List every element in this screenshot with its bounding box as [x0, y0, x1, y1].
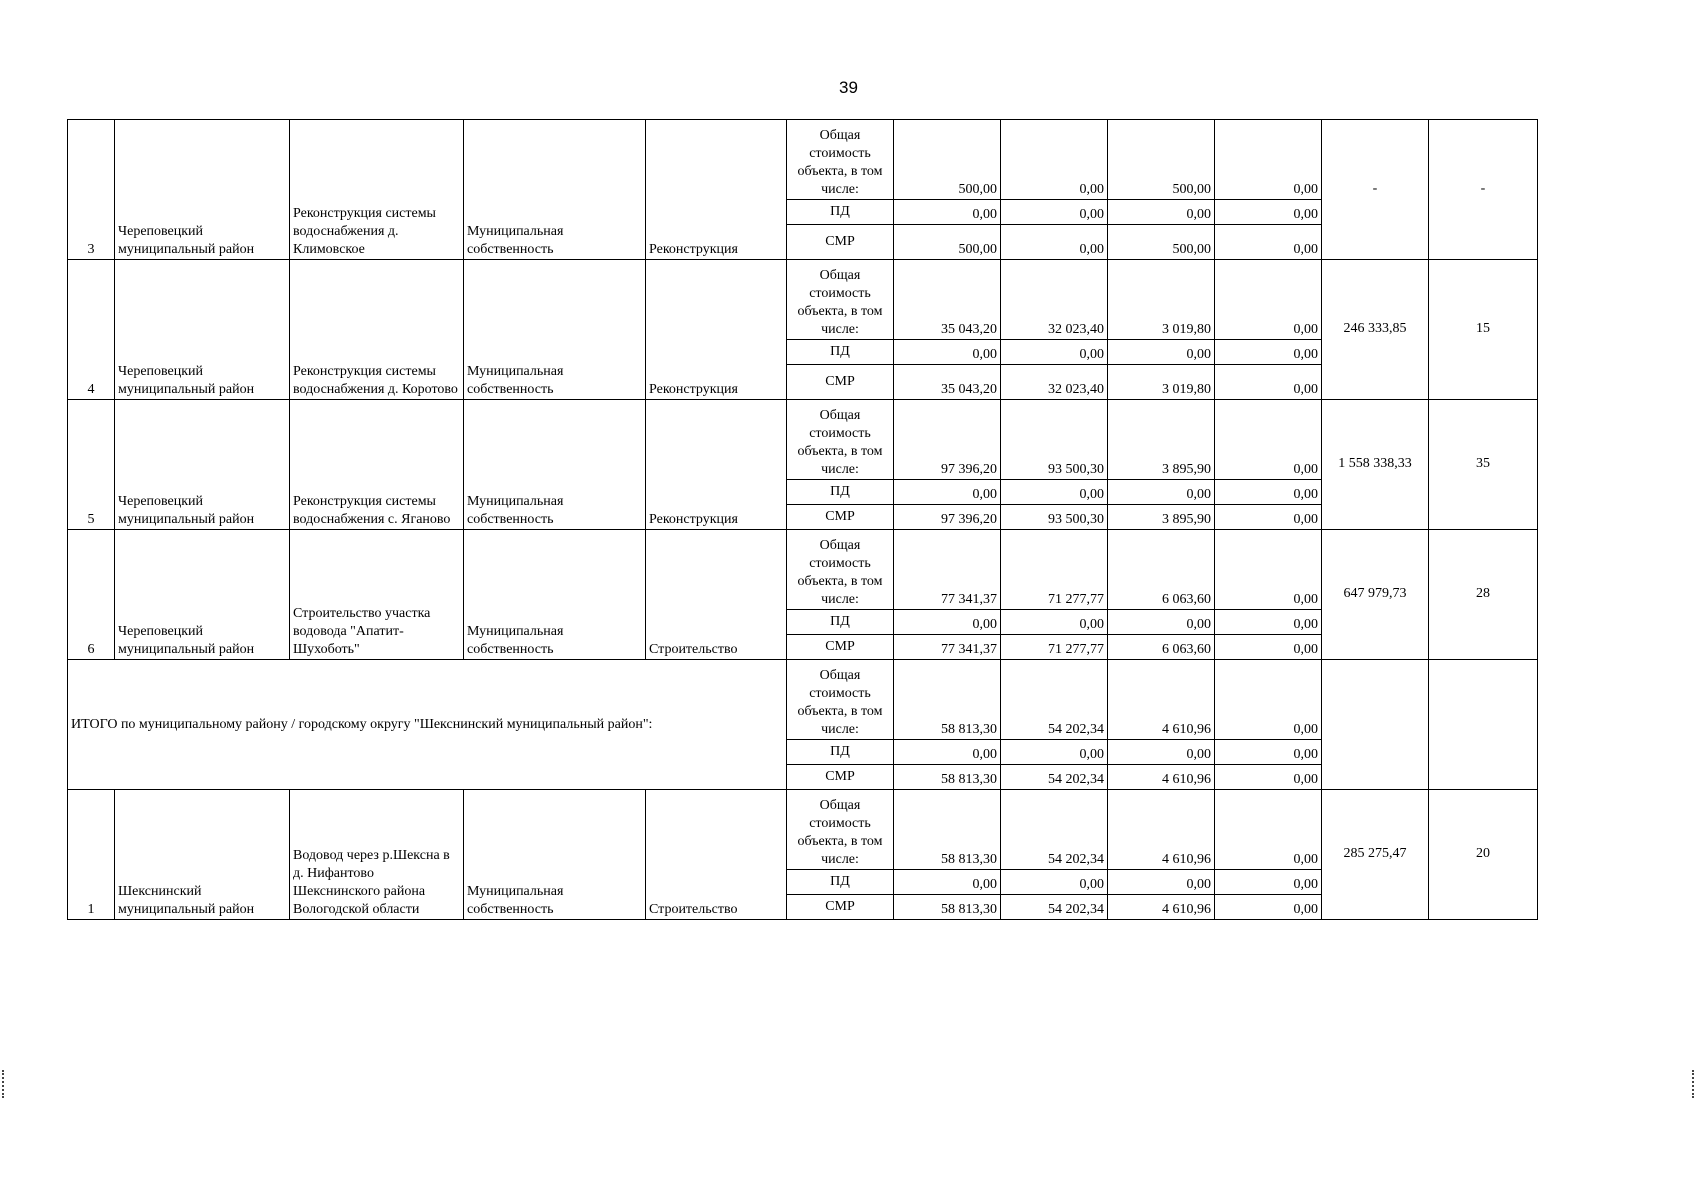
- row-number: 3: [68, 120, 115, 260]
- work-type-cell: Реконструкция: [646, 400, 787, 530]
- pd-label: ПД: [787, 740, 894, 765]
- value-cell: 4 610,96: [1108, 895, 1215, 920]
- pd-label: ПД: [787, 340, 894, 365]
- value-cell: 0,00: [1001, 740, 1108, 765]
- value-cell: 500,00: [1108, 120, 1215, 200]
- district-cell: Череповецкий муниципальный район: [115, 120, 290, 260]
- value-cell: 54 202,34: [1001, 790, 1108, 870]
- district-cell: Череповецкий муниципальный район: [115, 260, 290, 400]
- value-cell: 0,00: [1108, 200, 1215, 225]
- investment-table: [67, 119, 1538, 920]
- ownership-cell: Муниципальная собственность: [464, 260, 646, 400]
- itogo-label: ИТОГО по муниципальному району / городскому округу "Шекснинский муниципальный район":: [68, 660, 787, 790]
- value-cell: 0,00: [1215, 610, 1322, 635]
- pd-label: ПД: [787, 610, 894, 635]
- value-cell: 0,00: [1215, 740, 1322, 765]
- extra2-cell: 35: [1429, 400, 1538, 530]
- value-cell: 4 610,96: [1108, 660, 1215, 740]
- extra1-cell: 285 275,47: [1322, 790, 1429, 920]
- ownership-cell: Муниципальная собственность: [464, 530, 646, 660]
- value-cell: 4 610,96: [1108, 790, 1215, 870]
- value-cell: 0,00: [1215, 765, 1322, 790]
- value-cell: 58 813,30: [894, 660, 1001, 740]
- table-row: [68, 260, 1538, 340]
- total-cost-label: Общая стоимость объекта, в том числе:: [787, 400, 894, 480]
- value-cell: 0,00: [1215, 260, 1322, 340]
- value-cell: 0,00: [1215, 505, 1322, 530]
- row-number: 1: [68, 790, 115, 920]
- scan-edge-mark-left: [2, 1070, 6, 1098]
- value-cell: 0,00: [1215, 480, 1322, 505]
- table-row: [68, 120, 1538, 200]
- smr-label: СМР: [787, 895, 894, 920]
- smr-label: СМР: [787, 765, 894, 790]
- value-cell: 500,00: [894, 225, 1001, 260]
- value-cell: 0,00: [1001, 120, 1108, 200]
- pd-label: ПД: [787, 480, 894, 505]
- ownership-cell: Муниципальная собственность: [464, 400, 646, 530]
- total-cost-label: Общая стоимость объекта, в том числе:: [787, 120, 894, 200]
- object-cell: Реконструкция системы водоснабжения с. Яганово: [290, 400, 464, 530]
- value-cell: 0,00: [1215, 200, 1322, 225]
- value-cell: 58 813,30: [894, 765, 1001, 790]
- value-cell: 0,00: [894, 870, 1001, 895]
- value-cell: 0,00: [1215, 895, 1322, 920]
- itogo-extra2-cell: [1429, 660, 1538, 790]
- table-row: [68, 790, 1538, 870]
- value-cell: 0,00: [1001, 480, 1108, 505]
- pd-label: ПД: [787, 870, 894, 895]
- smr-label: СМР: [787, 365, 894, 400]
- value-cell: 3 019,80: [1108, 365, 1215, 400]
- value-cell: 54 202,34: [1001, 765, 1108, 790]
- value-cell: 500,00: [894, 120, 1001, 200]
- district-cell: Череповецкий муниципальный район: [115, 400, 290, 530]
- value-cell: 77 341,37: [894, 530, 1001, 610]
- value-cell: 0,00: [1108, 740, 1215, 765]
- value-cell: 0,00: [1215, 120, 1322, 200]
- extra2-cell: 15: [1429, 260, 1538, 400]
- ownership-cell: Муниципальная собственность: [464, 120, 646, 260]
- scan-edge-mark-right: [1692, 1070, 1696, 1098]
- value-cell: 0,00: [1215, 400, 1322, 480]
- value-cell: 0,00: [1108, 340, 1215, 365]
- extra2-cell: -: [1429, 120, 1538, 260]
- table-row: [68, 660, 1538, 740]
- value-cell: 0,00: [1215, 365, 1322, 400]
- value-cell: 0,00: [1108, 610, 1215, 635]
- value-cell: 71 277,77: [1001, 530, 1108, 610]
- page-number: 39: [839, 78, 858, 97]
- row-number: 4: [68, 260, 115, 400]
- value-cell: 97 396,20: [894, 505, 1001, 530]
- work-type-cell: Реконструкция: [646, 120, 787, 260]
- value-cell: 0,00: [894, 480, 1001, 505]
- value-cell: 0,00: [1215, 225, 1322, 260]
- value-cell: 54 202,34: [1001, 895, 1108, 920]
- work-type-cell: Реконструкция: [646, 260, 787, 400]
- value-cell: 0,00: [1215, 790, 1322, 870]
- smr-label: СМР: [787, 225, 894, 260]
- value-cell: 54 202,34: [1001, 660, 1108, 740]
- pd-label: ПД: [787, 200, 894, 225]
- smr-label: СМР: [787, 635, 894, 660]
- value-cell: 0,00: [1215, 340, 1322, 365]
- extra1-cell: 1 558 338,33: [1322, 400, 1429, 530]
- value-cell: 93 500,30: [1001, 400, 1108, 480]
- value-cell: 3 895,90: [1108, 505, 1215, 530]
- value-cell: 35 043,20: [894, 260, 1001, 340]
- value-cell: 0,00: [894, 610, 1001, 635]
- total-cost-label: Общая стоимость объекта, в том числе:: [787, 260, 894, 340]
- value-cell: 0,00: [1001, 200, 1108, 225]
- itogo-extra1-cell: [1322, 660, 1429, 790]
- value-cell: 0,00: [894, 200, 1001, 225]
- value-cell: 0,00: [1001, 610, 1108, 635]
- value-cell: 6 063,60: [1108, 635, 1215, 660]
- district-cell: Череповецкий муниципальный район: [115, 530, 290, 660]
- object-cell: Водовод через р.Шексна в д. Нифантово Шекснинского района Вологодской области: [290, 790, 464, 920]
- object-cell: Строительство участка водовода "Апатит-Шухоботь": [290, 530, 464, 660]
- extra2-cell: 28: [1429, 530, 1538, 660]
- table-row: [68, 400, 1538, 480]
- value-cell: 35 043,20: [894, 365, 1001, 400]
- total-cost-label: Общая стоимость объекта, в том числе:: [787, 660, 894, 740]
- ownership-cell: Муниципальная собственность: [464, 790, 646, 920]
- work-type-cell: Строительство: [646, 530, 787, 660]
- value-cell: 0,00: [1215, 635, 1322, 660]
- value-cell: 32 023,40: [1001, 260, 1108, 340]
- row-number: 5: [68, 400, 115, 530]
- smr-label: СМР: [787, 505, 894, 530]
- work-type-cell: Строительство: [646, 790, 787, 920]
- value-cell: 0,00: [894, 340, 1001, 365]
- district-cell: Шекснинский муниципальный район: [115, 790, 290, 920]
- value-cell: 0,00: [1215, 870, 1322, 895]
- value-cell: 93 500,30: [1001, 505, 1108, 530]
- value-cell: 97 396,20: [894, 400, 1001, 480]
- value-cell: 32 023,40: [1001, 365, 1108, 400]
- value-cell: 58 813,30: [894, 790, 1001, 870]
- object-cell: Реконструкция системы водоснабжения д. Климовское: [290, 120, 464, 260]
- value-cell: 0,00: [1215, 660, 1322, 740]
- value-cell: 0,00: [1001, 870, 1108, 895]
- extra1-cell: 647 979,73: [1322, 530, 1429, 660]
- value-cell: 77 341,37: [894, 635, 1001, 660]
- value-cell: 3 895,90: [1108, 400, 1215, 480]
- extra1-cell: 246 333,85: [1322, 260, 1429, 400]
- table-row: [68, 530, 1538, 610]
- value-cell: 0,00: [1108, 480, 1215, 505]
- value-cell: 500,00: [1108, 225, 1215, 260]
- value-cell: 0,00: [1001, 225, 1108, 260]
- value-cell: 71 277,77: [1001, 635, 1108, 660]
- value-cell: 4 610,96: [1108, 765, 1215, 790]
- object-cell: Реконструкция системы водоснабжения д. Коротово: [290, 260, 464, 400]
- value-cell: 3 019,80: [1108, 260, 1215, 340]
- value-cell: 0,00: [894, 740, 1001, 765]
- extra2-cell: 20: [1429, 790, 1538, 920]
- value-cell: 6 063,60: [1108, 530, 1215, 610]
- value-cell: 0,00: [1215, 530, 1322, 610]
- value-cell: 0,00: [1001, 340, 1108, 365]
- value-cell: 58 813,30: [894, 895, 1001, 920]
- total-cost-label: Общая стоимость объекта, в том числе:: [787, 790, 894, 870]
- extra1-cell: -: [1322, 120, 1429, 260]
- value-cell: 0,00: [1108, 870, 1215, 895]
- total-cost-label: Общая стоимость объекта, в том числе:: [787, 530, 894, 610]
- row-number: 6: [68, 530, 115, 660]
